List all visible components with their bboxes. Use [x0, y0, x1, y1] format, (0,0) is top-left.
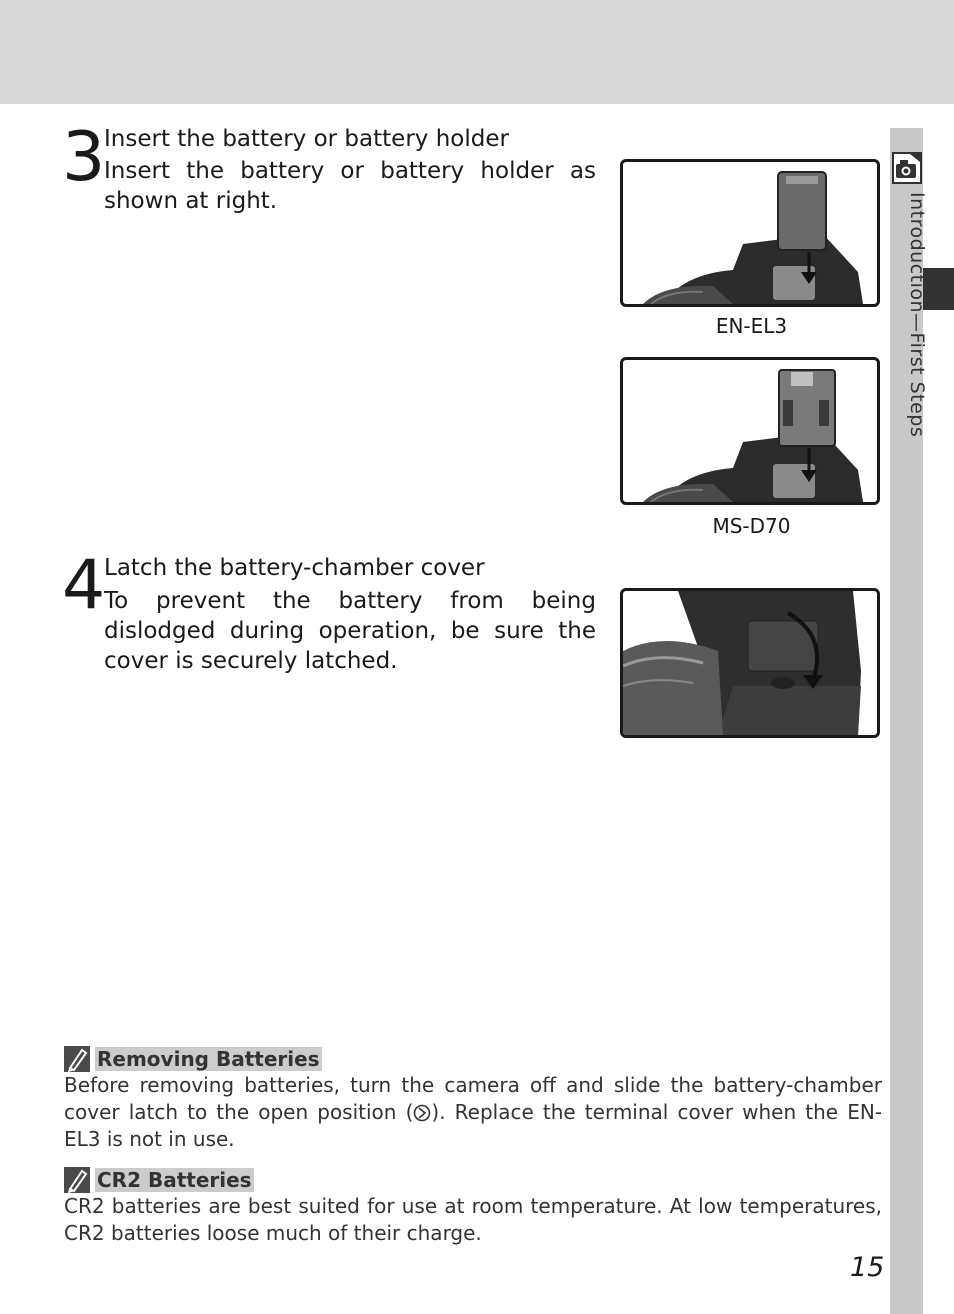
header-band [0, 0, 954, 104]
camera-icon [892, 152, 922, 184]
figure-ms-d70 [620, 357, 880, 505]
step-title: Insert the battery or battery holder [104, 126, 509, 152]
note-title: Removing Batteries [97, 1047, 320, 1071]
figure-en-el3 [620, 159, 880, 307]
note-cr2-batteries-heading [64, 1167, 254, 1193]
figure-caption: MS-D70 [712, 514, 791, 538]
step-body: To prevent the battery from being dislodged during operation, be sure the cover is securely latched. [104, 588, 596, 674]
note-title: CR2 Batteries [97, 1168, 252, 1192]
step-number: 3 [62, 118, 106, 197]
open-latch-icon [413, 1102, 431, 1120]
page-number: 15 [850, 1252, 885, 1283]
step-number: 4 [62, 546, 106, 625]
figure-caption: EN-EL3 [715, 314, 788, 338]
note-pencil-icon [64, 1167, 90, 1193]
note-removing-batteries-heading [64, 1046, 322, 1072]
note-text: Before removing batteries, turn the camera off and slide the battery-chamber cover latch to the open position ( [64, 1073, 882, 1124]
figure-latch-cover [620, 588, 880, 738]
note-body [64, 1072, 882, 1153]
note-body: CR2 batteries are best suited for use at room temperature. At low temperatures, CR2 batteries loose much of their charge. [64, 1194, 882, 1245]
note-text: ). Replace the terminal cover when the EN-EL3 is not in use. [64, 1100, 883, 1151]
section-label: Introduction—First Steps [906, 192, 928, 438]
step-title: Latch the battery-chamber cover [104, 555, 485, 581]
step-body: Insert the battery or battery holder as shown at right. [104, 158, 596, 214]
note-pencil-icon [64, 1046, 90, 1072]
